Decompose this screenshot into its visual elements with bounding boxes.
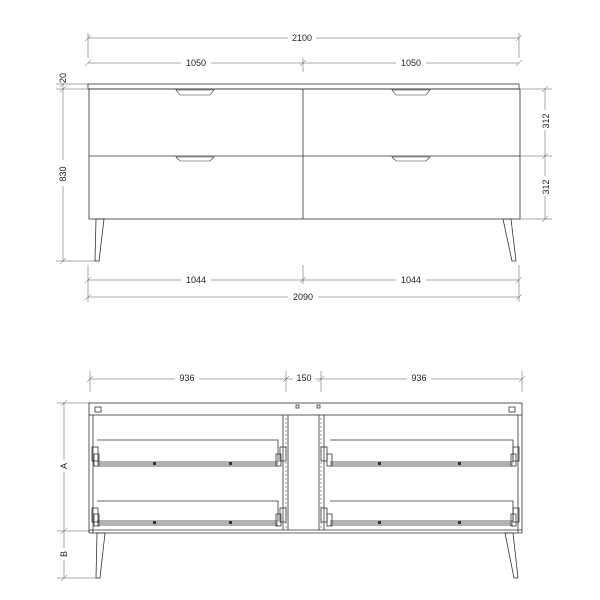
drawer-right-lower — [327, 501, 516, 526]
section-carcass — [89, 415, 522, 533]
dim-text-leg-span-left: 1044 — [185, 275, 207, 285]
dim-text-half-width-left: 1050 — [185, 58, 207, 68]
dim-text-total-width: 2100 — [291, 33, 313, 43]
dim-text-top-thickness: 20 — [58, 72, 68, 84]
dim-text-bay-left: 936 — [179, 373, 195, 383]
dim-right-drawer-heights — [520, 86, 552, 222]
dim-section-heights — [57, 400, 100, 581]
dim-label-a: A — [59, 462, 69, 470]
section-top-slab — [89, 403, 522, 415]
carcass — [89, 89, 520, 219]
dim-label-b: B — [59, 550, 69, 558]
dim-total-width — [85, 32, 522, 58]
handle-bottom-right — [392, 157, 430, 161]
dim-text-drawer-height-top: 312 — [541, 113, 551, 129]
front-view — [56, 32, 552, 303]
section-legs — [96, 533, 518, 578]
dim-left-heights — [56, 73, 100, 264]
section-view — [57, 371, 525, 581]
center-panels — [283, 415, 324, 530]
handle-top-left — [176, 90, 214, 95]
top-slab — [88, 84, 519, 89]
dim-text-overall-base: 2090 — [292, 292, 314, 302]
runner-fittings — [92, 447, 519, 522]
dim-overall-base — [85, 292, 522, 303]
dim-bays — [87, 371, 525, 392]
dim-text-total-height: 830 — [58, 166, 68, 182]
dim-text-bay-right: 936 — [411, 373, 427, 383]
handle-top-right — [392, 90, 430, 95]
dim-text-half-width-right: 1050 — [400, 58, 422, 68]
top-slab-markers — [95, 405, 515, 412]
dim-half-widths — [85, 58, 522, 72]
handle-bottom-left — [176, 157, 214, 161]
dim-text-center-gap: 150 — [296, 373, 312, 383]
drawer-left-lower — [94, 501, 281, 526]
front-legs — [95, 219, 516, 261]
dim-text-leg-span-right: 1044 — [400, 275, 422, 285]
drawer-right-upper — [327, 440, 516, 466]
dim-text-drawer-height-bottom: 312 — [541, 179, 551, 195]
drawer-left-upper — [94, 440, 281, 466]
